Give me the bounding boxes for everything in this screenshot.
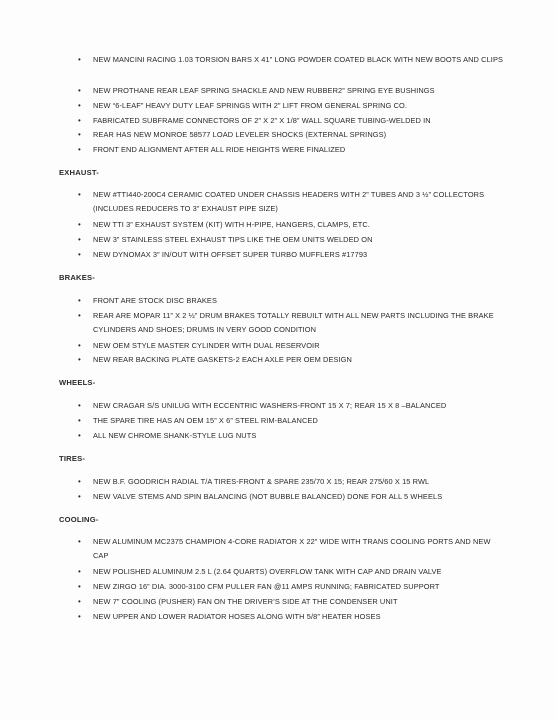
- list-item: [78, 143, 508, 157]
- section-title-brakes: BRAKES-: [59, 273, 95, 282]
- list-item: [78, 399, 508, 413]
- bullet-icon: •: [78, 55, 81, 64]
- bullet-icon: •: [78, 341, 81, 350]
- list-item: [78, 580, 508, 594]
- bullet-icon: •: [78, 116, 81, 125]
- item-text: NEW DYNOMAX 3” IN/OUT WITH OFFSET SUPER TURBO MUFFLERS #17793: [93, 250, 368, 259]
- item-text: NEW 7” COOLING (PUSHER) FAN ON THE DRIVER’S SIDE AT THE CONDENSER UNIT: [93, 597, 398, 606]
- item-text: NEW CRAGAR S/S UNILUG WITH ECCENTRIC WASHERS-FRONT 15 X 7; REAR 15 X 8 –BALANCED: [93, 401, 447, 410]
- list-item: [78, 565, 508, 579]
- list-item: [78, 475, 508, 489]
- item-text: NEW PROTHANE REAR LEAF SPRING SHACKLE AND NEW RUBBER2” SPRING EYE BUSHINGS: [93, 86, 435, 95]
- bullet-icon: •: [78, 130, 81, 139]
- item-text: REAR ARE MOPAR 11” X 2 ½” DRUM BRAKES TOTALLY REBUILT WITH ALL NEW PARTS INCLUDING THE BRAKE CYLINDERS AND SHOES; DRUMS IN VERY GOOD CONDITION: [93, 311, 494, 334]
- list-item: [78, 309, 508, 337]
- item-text: NEW REAR BACKING PLATE GASKETS-2 EACH AXLE PER OEM DESIGN: [93, 355, 352, 364]
- item-text: FABRICATED SUBFRAME CONNECTORS OF 2” X 2” X 1/8” WALL SQUARE TUBING-WELDED IN: [93, 116, 431, 125]
- list-item: [78, 353, 508, 367]
- list-item: [78, 294, 508, 308]
- item-text: NEW MANCINI RACING 1.03 TORSION BARS X 41” LONG POWDER COATED BLACK WITH NEW BOOTS AND CLIPS: [93, 55, 504, 64]
- list-item: [78, 114, 508, 128]
- list-item: [78, 233, 508, 247]
- item-text: NEW UPPER AND LOWER RADIATOR HOSES ALONG WITH 5/8” HEATER HOSES: [93, 612, 381, 621]
- item-text: NEW TTI 3” EXHAUST SYSTEM (KIT) WITH H-PIPE, HANGERS, CLAMPS, ETC.: [93, 220, 370, 229]
- bullet-icon: •: [78, 86, 81, 95]
- item-text: NEW VALVE STEMS AND SPIN BALANCING (NOT BUBBLE BALANCED) DONE FOR ALL 5 WHEELS: [93, 492, 443, 501]
- bullet-icon: •: [78, 492, 81, 501]
- list-item: [78, 188, 508, 216]
- item-text: REAR HAS NEW MONROE 58577 LOAD LEVELER SHOCKS (EXTERNAL SPRINGS): [93, 130, 387, 139]
- bullet-icon: •: [78, 145, 81, 154]
- bullet-icon: •: [78, 220, 81, 229]
- item-text: NEW ALUMINUM MC2375 CHAMPION 4-CORE RADIATOR X 22” WIDE WITH TRANS COOLING PORTS AND NEW CAP: [93, 537, 491, 560]
- item-text: NEW ZIRGO 16” DIA. 3000-3100 CFM PULLER FAN @11 AMPS RUNNING; FABRICATED SUPPORT: [93, 582, 440, 591]
- list-item: [78, 429, 508, 443]
- bullet-icon: •: [78, 101, 81, 110]
- bullet-icon: •: [78, 597, 81, 606]
- item-text: NEW B.F. GOODRICH RADIAL T/A TIRES-FRONT & SPARE 235/70 X 15; REAR 275/60 X 15 RWL: [93, 477, 430, 486]
- item-text: FRONT ARE STOCK DISC BRAKES: [93, 296, 217, 305]
- bullet-icon: •: [78, 537, 81, 546]
- list-item: [78, 128, 508, 142]
- section-title-cooling: COOLING-: [59, 515, 99, 524]
- bullet-icon: •: [78, 235, 81, 244]
- item-text: NEW #TTI440-200C4 CERAMIC COATED UNDER CHASSIS HEADERS WITH 2” TUBES AND 3 ½” COLLECTORS (INCLUDES REDUCERS TO 3” EXHAUST PIPE SIZE): [93, 190, 485, 213]
- list-item: [78, 490, 508, 504]
- list-item: [78, 84, 508, 98]
- list-item: [78, 535, 508, 563]
- section-title-tires: TIRES-: [59, 454, 86, 463]
- bullet-icon: •: [78, 612, 81, 621]
- bullet-icon: •: [78, 250, 81, 259]
- bullet-icon: •: [78, 296, 81, 305]
- list-item: [78, 99, 508, 113]
- list-item: [78, 414, 508, 428]
- bullet-icon: •: [78, 401, 81, 410]
- list-item: [78, 610, 508, 624]
- bullet-icon: •: [78, 311, 81, 320]
- bullet-icon: •: [78, 477, 81, 486]
- list-item: [78, 248, 508, 262]
- bullet-icon: •: [78, 431, 81, 440]
- bullet-icon: •: [78, 582, 81, 591]
- section-title-exhaust: EXHAUST-: [59, 168, 99, 177]
- item-text: NEW “6-LEAF” HEAVY DUTY LEAF SPRINGS WITH 2” LIFT FROM GENERAL SPRING CO.: [93, 101, 408, 110]
- item-text: FRONT END ALIGNMENT AFTER ALL RIDE HEIGHTS WERE FINALIZED: [93, 145, 346, 154]
- section-title-wheels: WHEELS-: [59, 378, 96, 387]
- item-text: ALL NEW CHROME SHANK-STYLE LUG NUTS: [93, 431, 257, 440]
- item-text: NEW OEM STYLE MASTER CYLINDER WITH DUAL RESERVOIR: [93, 341, 320, 350]
- list-item: [78, 53, 508, 67]
- bullet-icon: •: [78, 190, 81, 199]
- bullet-icon: •: [78, 416, 81, 425]
- item-text: NEW 3” STAINLESS STEEL EXHAUST TIPS LIKE THE OEM UNITS WELDED ON: [93, 235, 373, 244]
- bullet-icon: •: [78, 355, 81, 364]
- item-text: THE SPARE TIRE HAS AN OEM 15” X 6” STEEL RIM-BALANCED: [93, 416, 318, 425]
- item-text: NEW POLISHED ALUMINUM 2.5 L (2.64 QUARTS) OVERFLOW TANK WITH CAP AND DRAIN VALVE: [93, 567, 442, 576]
- list-item: [78, 339, 508, 353]
- list-item: [78, 218, 508, 232]
- list-item: [78, 595, 508, 609]
- bullet-icon: •: [78, 567, 81, 576]
